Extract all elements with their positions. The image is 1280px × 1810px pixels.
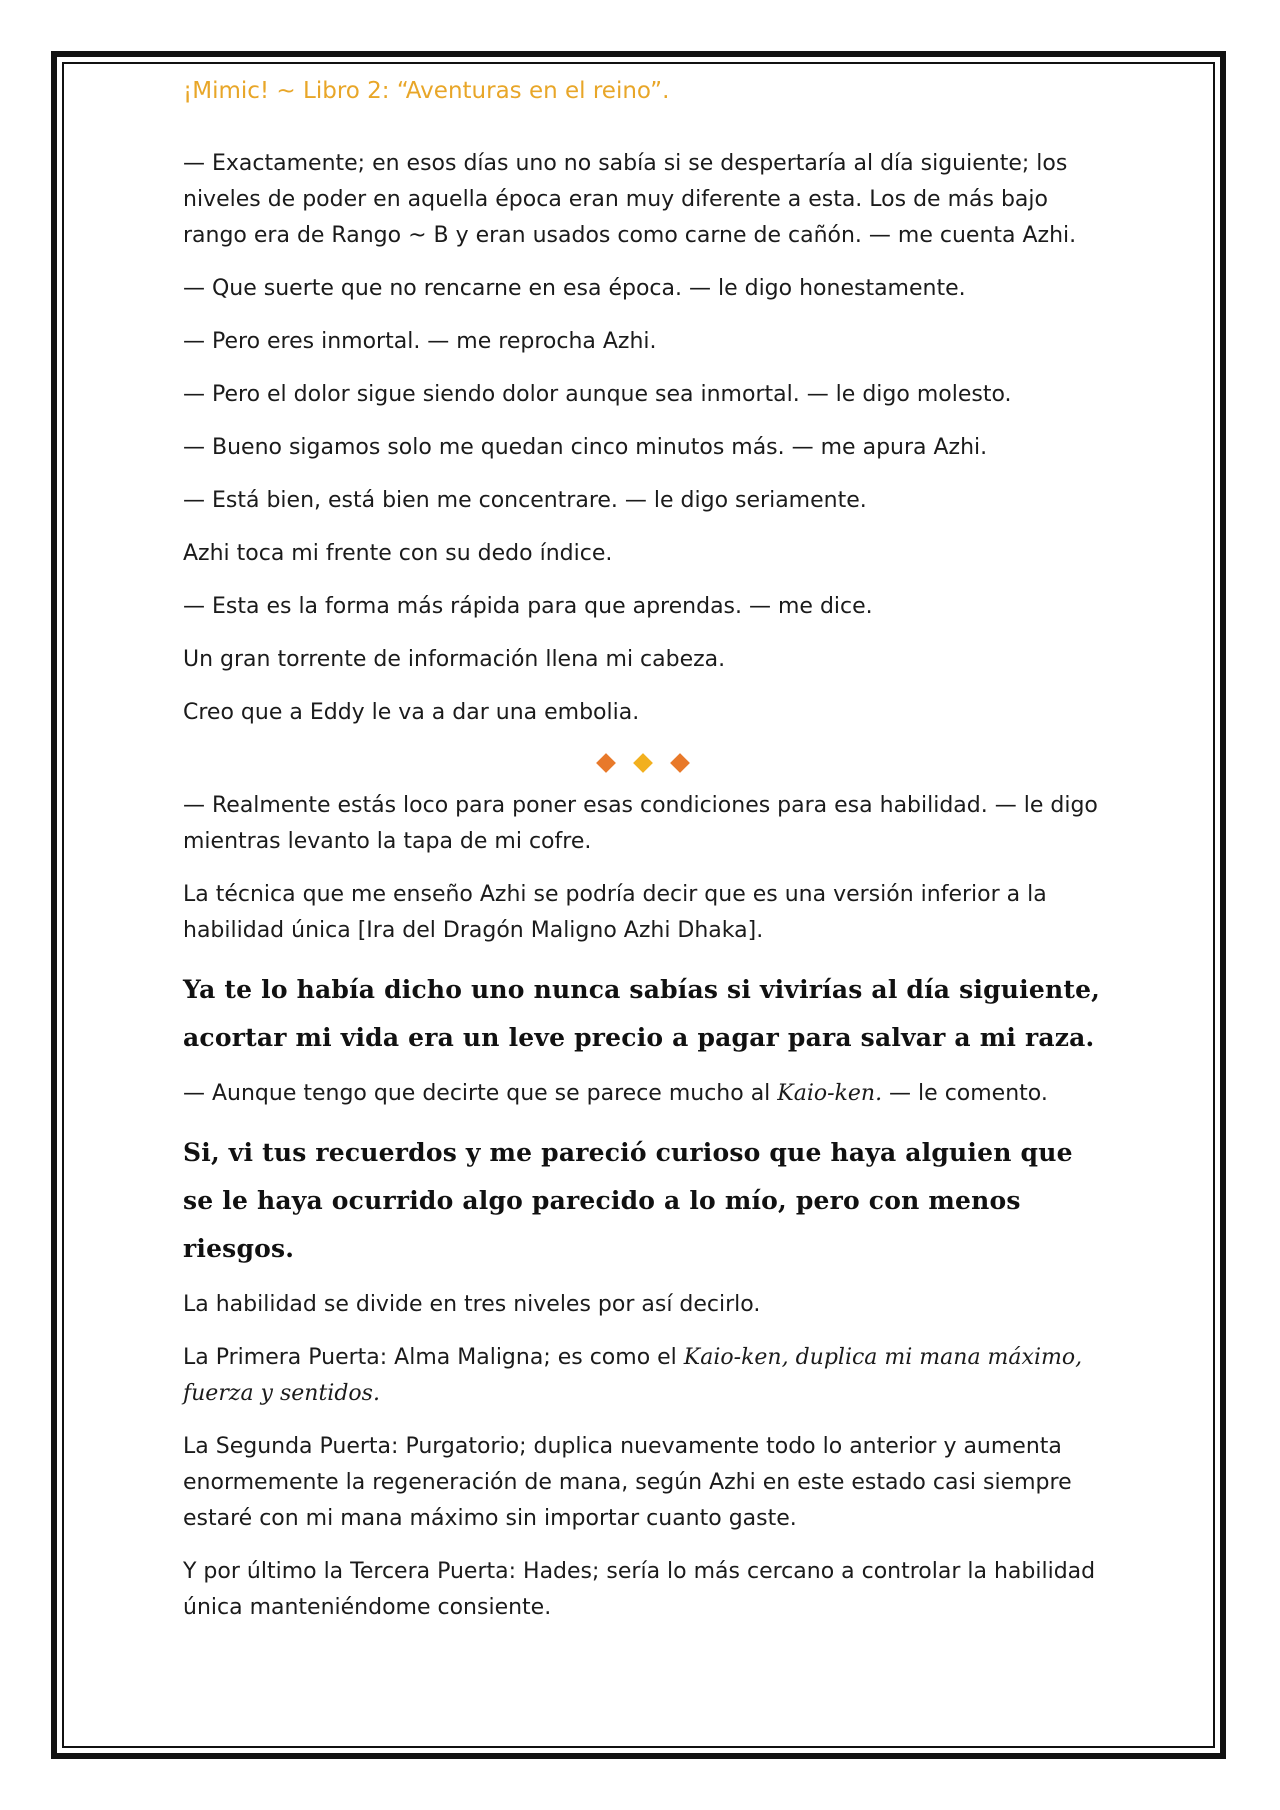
diamond-icon bbox=[670, 753, 690, 773]
diamond-icon bbox=[633, 753, 653, 773]
emphasis-text: Kaio-ken, duplica mi mana máximo, fuerza y sentidos. bbox=[183, 1345, 1083, 1406]
paragraph bbox=[183, 1076, 1103, 1112]
paragraph: — Exactamente; en esos días uno no sabía si se despertaría al día siguiente; los niveles de poder en aquella época eran muy diferente a esta. Los de más bajo rango era de Rango ~ B y eran usados como carne de cañón. — me cuenta Azhi. bbox=[183, 151, 1077, 248]
paragraph: La Segunda Puerta: Purgatorio; duplica nuevamente todo lo anterior y aumenta enormemente la regeneración de mana, según Azhi en este estado casi siempre estaré con mi mana máximo sin importar cuanto gaste. bbox=[183, 1434, 1072, 1531]
paragraph: Un gran torrente de información llena mi cabeza. bbox=[183, 647, 726, 672]
paragraph: — Pero el dolor sigue siendo dolor aunque sea inmortal. — le digo molesto. bbox=[183, 382, 1012, 407]
paragraph: Azhi toca mi frente con su dedo índice. bbox=[183, 541, 613, 566]
paragraph: — Esta es la forma más rápida para que aprendas. — me dice. bbox=[183, 594, 873, 619]
dragon-voice-paragraph: Si, vi tus recuerdos y me pareció curioso que haya alguien que se le haya ocurrido algo parecido a lo mío, pero con menos riesgos. bbox=[183, 1138, 1073, 1263]
page-content bbox=[183, 68, 1103, 1643]
diamond-icon bbox=[596, 753, 616, 773]
paragraph: La técnica que me enseño Azhi se podría decir que es una versión inferior a la habilidad única [Ira del Dragón Maligno Azhi Dhaka]. bbox=[183, 882, 1047, 943]
paragraph: — Está bien, está bien me concentrare. — le digo seriamente. bbox=[183, 488, 867, 513]
running-header: ¡Mimic! ~ Libro 2: “Aventuras en el reino”. bbox=[183, 78, 670, 104]
paragraph-text: La Primera Puerta: Alma Maligna; es como el bbox=[183, 1345, 684, 1370]
paragraph: — Pero eres inmortal. — me reprocha Azhi. bbox=[183, 329, 657, 354]
emphasis-text: Kaio-ken. bbox=[777, 1081, 883, 1106]
scene-separator bbox=[183, 748, 1103, 778]
paragraph: — Que suerte que no rencarne en esa época. — le digo honestamente. bbox=[183, 276, 966, 301]
paragraph: La habilidad se divide en tres niveles por así decirlo. bbox=[183, 1292, 761, 1317]
paragraph: Y por último la Tercera Puerta: Hades; sería lo más cercano a controlar la habilidad única manteniéndome consiente. bbox=[183, 1559, 1096, 1620]
paragraph-text: — Aunque tengo que decirte que se parece mucho al bbox=[183, 1081, 778, 1106]
paragraph: Creo que a Eddy le va a dar una embolia. bbox=[183, 700, 640, 725]
dragon-voice-paragraph: Ya te lo había dicho uno nunca sabías si vivirías al día siguiente, acortar mi vida era un leve precio a pagar para salvar a mi raza. bbox=[183, 975, 1101, 1052]
paragraph bbox=[183, 1340, 1103, 1412]
paragraph: — Bueno sigamos solo me quedan cinco minutos más. — me apura Azhi. bbox=[183, 435, 988, 460]
paragraph: — Realmente estás loco para poner esas condiciones para esa habilidad. — le digo mientras levanto la tapa de mi cofre. bbox=[183, 793, 1098, 854]
paragraph-text: — le comento. bbox=[882, 1081, 1048, 1106]
